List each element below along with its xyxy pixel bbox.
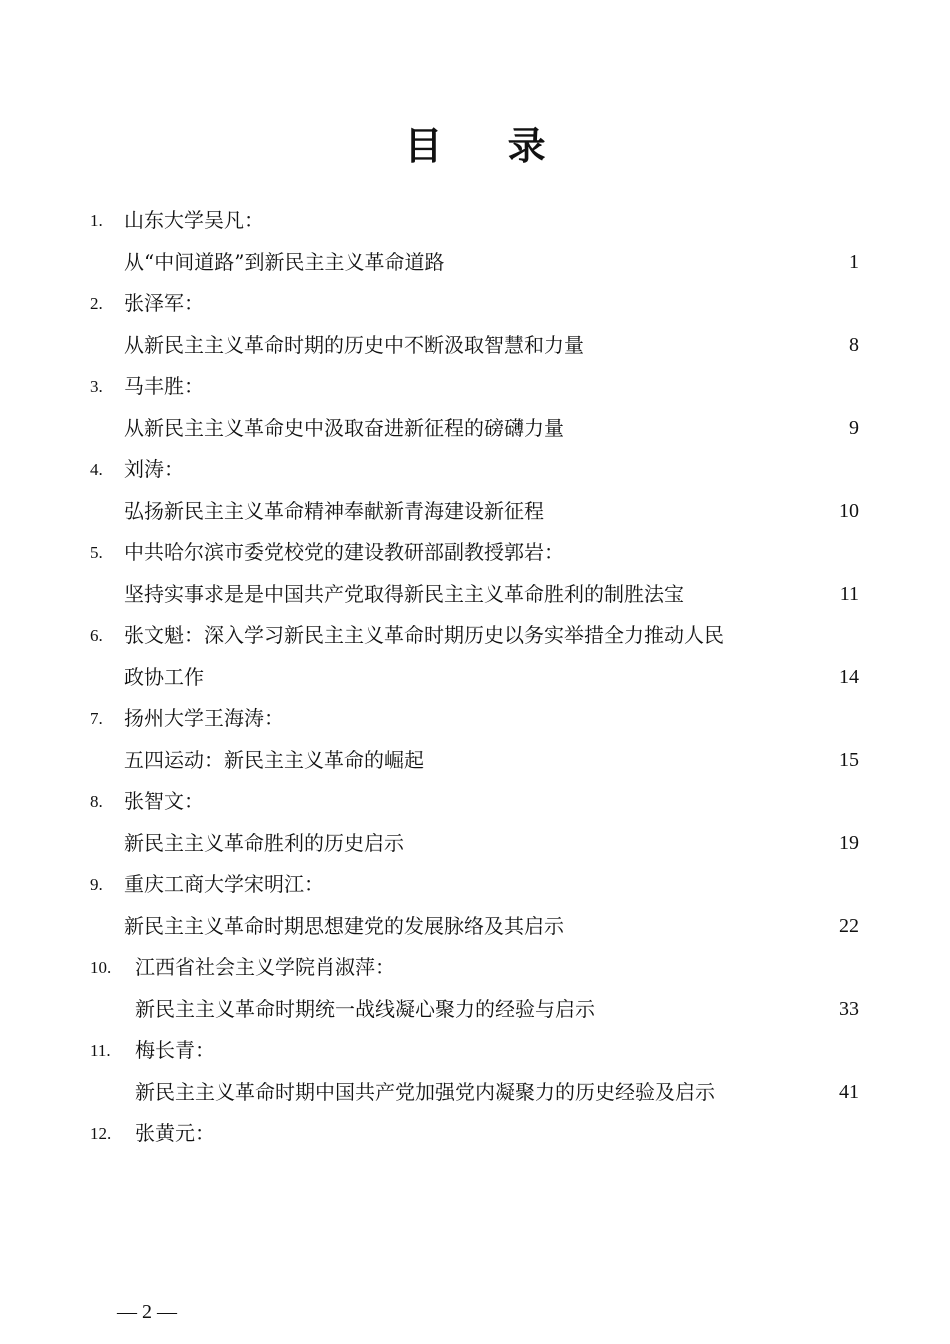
toc-entry-author: 梅长青： <box>135 1038 215 1062</box>
toc-entry-author: 江西省社会主义学院肖淑萍： <box>135 955 395 979</box>
toc-entry-page: 33 <box>839 997 859 1020</box>
toc-entry-1-title-line[interactable] <box>88 242 863 284</box>
toc-entry-4-author-line <box>88 449 863 491</box>
toc-entry-author: 张黄元： <box>135 1121 215 1145</box>
toc-entry-title[interactable]: 五四运动：新民主主义革命的崛起 <box>124 747 424 772</box>
toc-entry-title[interactable]: 从“中间道路”到新民主主义革命道路 <box>124 249 445 274</box>
toc-entry-author: 重庆工商大学宋明江： <box>124 872 324 896</box>
toc-entry-number: 8. <box>90 792 103 811</box>
toc-entry-7-author-line <box>88 698 863 740</box>
toc-entry-number: 3. <box>90 377 103 396</box>
toc-entry-6-author-line <box>88 615 863 657</box>
toc-entry-page: 41 <box>839 1080 859 1103</box>
toc-entry-number: 6. <box>90 626 103 645</box>
toc-entry-author: 扬州大学王海涛： <box>124 706 284 730</box>
toc-entry-page: 19 <box>839 831 859 854</box>
toc-entry-author: 张智文： <box>124 789 204 813</box>
table-of-contents <box>88 200 863 1155</box>
toc-entry-8-title-line[interactable] <box>88 823 863 865</box>
toc-entry-author: 山东大学吴凡： <box>124 208 264 232</box>
toc-entry-title[interactable]: 新民主主义革命胜利的历史启示 <box>124 830 404 855</box>
toc-entry-2-title-line[interactable] <box>88 325 863 367</box>
toc-entry-page: 9 <box>849 416 859 439</box>
toc-entry-3-author-line <box>88 366 863 408</box>
toc-entry-author: 张泽军： <box>124 291 204 315</box>
page-number-footer: — 2 — <box>117 1301 177 1323</box>
toc-entry-author: 马丰胜： <box>124 374 204 398</box>
toc-entry-number: 2. <box>90 294 103 313</box>
toc-entry-title[interactable]: 从新民主主义革命史中汲取奋进新征程的磅礴力量 <box>124 415 564 440</box>
toc-entry-3-title-line[interactable] <box>88 408 863 450</box>
toc-entry-title[interactable]: 从新民主主义革命时期的历史中不断汲取智慧和力量 <box>124 332 584 357</box>
toc-entry-page: 8 <box>849 333 859 356</box>
toc-entry-title[interactable]: 新民主主义革命时期思想建党的发展脉络及其启示 <box>124 913 564 938</box>
toc-entry-10-author-line <box>88 947 863 989</box>
toc-entry-number: 1. <box>90 211 103 230</box>
toc-entry-number: 11. <box>90 1041 111 1060</box>
toc-entry-11-title-line[interactable] <box>88 1072 863 1114</box>
toc-entry-9-title-line[interactable] <box>88 906 863 948</box>
toc-entry-page: 11 <box>839 582 859 605</box>
toc-entry-title[interactable]: 新民主主义革命时期中国共产党加强党内凝聚力的历史经验及启示 <box>135 1079 715 1104</box>
toc-entry-9-author-line <box>88 864 863 906</box>
toc-entry-8-author-line <box>88 781 863 823</box>
toc-entry-page: 15 <box>839 748 859 771</box>
toc-entry-5-title-line[interactable] <box>88 574 863 616</box>
toc-entry-page: 14 <box>839 665 859 688</box>
toc-entry-1-author-line <box>88 200 863 242</box>
toc-entry-page: 22 <box>839 914 859 937</box>
toc-entry-number: 5. <box>90 543 103 562</box>
toc-entry-2-author-line <box>88 283 863 325</box>
toc-entry-title[interactable]: 坚持实事求是是中国共产党取得新民主主义革命胜利的制胜法宝 <box>124 581 684 606</box>
toc-entry-12-author-line <box>88 1113 863 1155</box>
toc-entry-page: 10 <box>839 499 859 522</box>
toc-entry-number: 12. <box>90 1124 112 1143</box>
toc-entry-number: 7. <box>90 709 103 728</box>
toc-entry-author: 中共哈尔滨市委党校党的建设教研部副教授郭岩： <box>124 540 564 564</box>
toc-entry-title[interactable]: 新民主主义革命时期统一战线凝心聚力的经验与启示 <box>135 996 595 1021</box>
toc-entry-6-title-line[interactable] <box>88 657 863 699</box>
toc-entry-5-author-line <box>88 532 863 574</box>
toc-entry-author[interactable]: 张文魁：深入学习新民主主义革命时期历史以务实举措全力推动人民 <box>124 623 724 647</box>
toc-entry-4-title-line[interactable] <box>88 491 863 533</box>
page-title: 目 录 <box>404 123 572 168</box>
toc-entry-author: 刘涛： <box>124 457 184 481</box>
toc-entry-title[interactable]: 弘扬新民主主义革命精神奉献新青海建设新征程 <box>124 498 544 523</box>
toc-entry-11-author-line <box>88 1030 863 1072</box>
toc-entry-7-title-line[interactable] <box>88 740 863 782</box>
toc-entry-page: 1 <box>849 250 859 273</box>
toc-entry-10-title-line[interactable] <box>88 989 863 1031</box>
toc-entry-title[interactable]: 政协工作 <box>124 664 204 689</box>
toc-entry-number: 4. <box>90 460 103 479</box>
toc-entry-number: 10. <box>90 958 112 977</box>
toc-entry-number: 9. <box>90 875 103 894</box>
